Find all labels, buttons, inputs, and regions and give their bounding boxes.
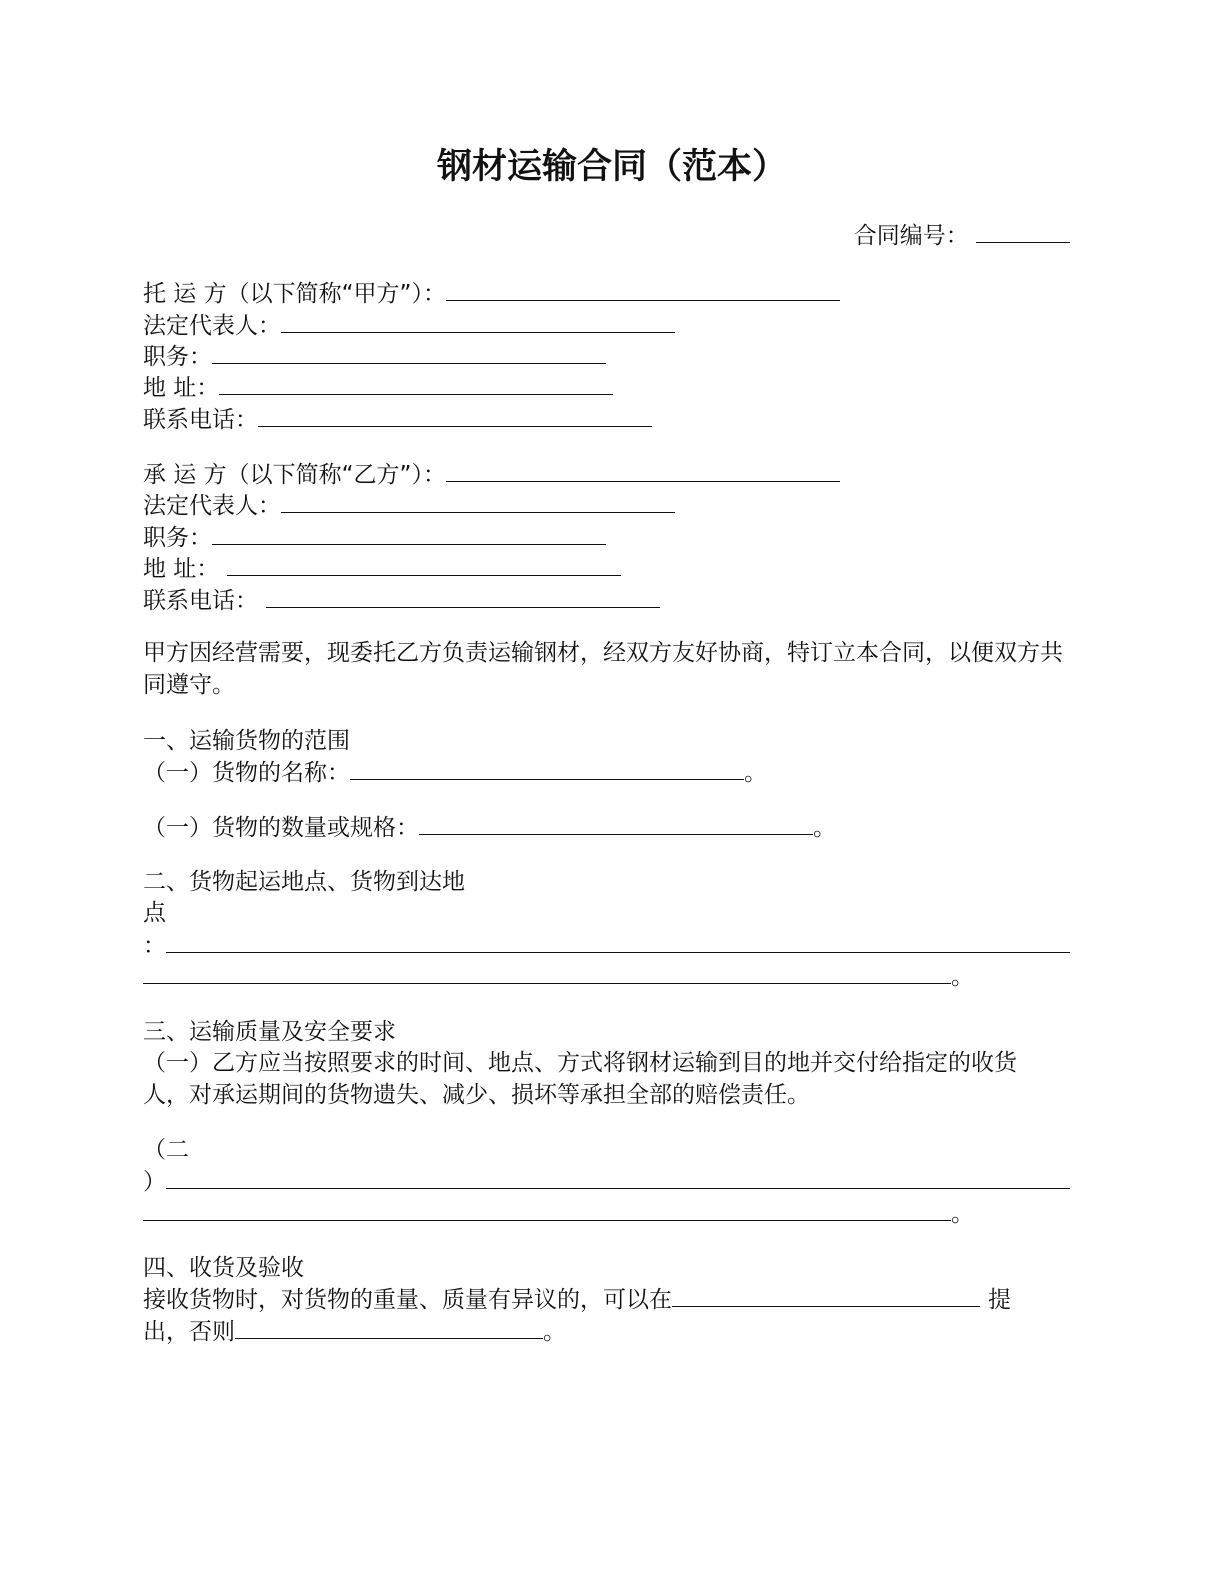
party-a-phone-blank <box>258 402 652 427</box>
section1-item2-label: （一）货物的数量或规格： <box>143 815 419 841</box>
section2-location-row1 <box>143 928 1070 963</box>
section1-item2-row <box>143 810 836 845</box>
document-title: 钢材运输合同（范本） <box>436 147 787 187</box>
section1-heading: 一、运输货物的范围 <box>143 728 350 754</box>
otherwise-blank <box>235 1314 543 1339</box>
section4-row2 <box>143 1314 566 1349</box>
section2-colon: ： <box>143 933 166 959</box>
party-a-address-label: 地 址： <box>143 375 220 401</box>
party-b-address-label: 地 址： <box>143 556 220 582</box>
party-a-name-blank <box>446 276 840 301</box>
section4-text-a: 接收货物时，对货物的重量、质量有异议的，可以在 <box>143 1287 672 1313</box>
party-b-rep-blank <box>281 488 675 513</box>
party-b-rep-label: 法定代表人： <box>143 493 281 519</box>
party-b-phone-row <box>143 583 660 618</box>
location-blank-1 <box>166 928 1070 953</box>
section3-item2-close: ） <box>143 1169 166 1195</box>
party-b-name-row <box>143 457 840 492</box>
safety-blank-1 <box>166 1164 1070 1189</box>
party-b-rep-row <box>143 488 675 523</box>
party-b-position-label: 职务： <box>143 525 212 551</box>
party-b-address-blank <box>227 551 621 576</box>
party-b-address-row <box>143 551 621 586</box>
intro-paragraph: 甲方因经营需要，现委托乙方负责运输钢材，经双方友好协商，特订立本合同，以便双方共同遵守。 <box>143 640 1063 698</box>
goods-name-blank <box>350 755 744 780</box>
section3-end: 。 <box>951 1201 974 1227</box>
party-a-name-label: 托 运 方（以下简称“甲方”）： <box>143 281 446 307</box>
section3-item2-row1 <box>143 1164 1070 1199</box>
party-b-position-row <box>143 520 606 555</box>
section4-heading: 四、收货及验收 <box>143 1255 304 1281</box>
contract-number-blank <box>976 218 1070 243</box>
party-a-address-blank <box>219 370 613 395</box>
party-b-phone-label: 联系电话： <box>143 588 258 614</box>
party-a-rep-row <box>143 308 675 343</box>
party-b-phone-blank <box>266 583 660 608</box>
party-a-address-row <box>143 370 613 405</box>
section2-heading: 二、货物起运地点、货物到达地 <box>143 869 465 895</box>
section4-text-c: 出，否则 <box>143 1319 235 1345</box>
party-b-name-blank <box>446 457 840 482</box>
section2-heading-cont: 点 <box>143 900 166 926</box>
party-a-position-blank <box>212 339 606 364</box>
section4-row1 <box>143 1282 1011 1317</box>
section2-location-row2 <box>143 959 974 994</box>
party-a-rep-blank <box>281 308 675 333</box>
contract-number-row <box>854 218 1070 254</box>
goods-quantity-blank <box>419 810 813 835</box>
contract-number-label: 合同编号： <box>853 223 969 249</box>
section1-item2-end: 。 <box>813 815 836 841</box>
section3-heading: 三、运输质量及安全要求 <box>143 1019 396 1045</box>
section1-item1-row <box>143 755 767 790</box>
objection-period-blank <box>672 1282 980 1307</box>
party-a-rep-label: 法定代表人： <box>143 313 281 339</box>
location-blank-2 <box>143 959 951 984</box>
party-a-phone-label: 联系电话： <box>143 407 258 433</box>
party-a-phone-row <box>143 402 652 437</box>
party-a-name-row <box>143 276 840 311</box>
party-b-position-blank <box>212 520 606 545</box>
party-b-name-label: 承 运 方（以下简称“乙方”）： <box>143 462 446 488</box>
section1-item1-end: 。 <box>744 760 767 786</box>
section4-text-b: 提 <box>988 1287 1011 1313</box>
party-a-position-row <box>143 339 606 374</box>
party-a-position-label: 职务： <box>143 344 212 370</box>
section4-end: 。 <box>543 1319 566 1345</box>
section3-item2-open: （二 <box>143 1137 189 1163</box>
section1-item1-label: （一）货物的名称： <box>143 760 350 786</box>
section3-item1: （一）乙方应当按照要求的时间、地点、方式将钢材运输到目的地并交付给指定的收货人，对承运期间的货物遗失、减少、损坏等承担全部的赔偿责任。 <box>143 1050 1017 1108</box>
safety-blank-2 <box>143 1196 951 1221</box>
section3-item2-row2 <box>143 1196 974 1231</box>
section2-end: 。 <box>951 964 974 990</box>
